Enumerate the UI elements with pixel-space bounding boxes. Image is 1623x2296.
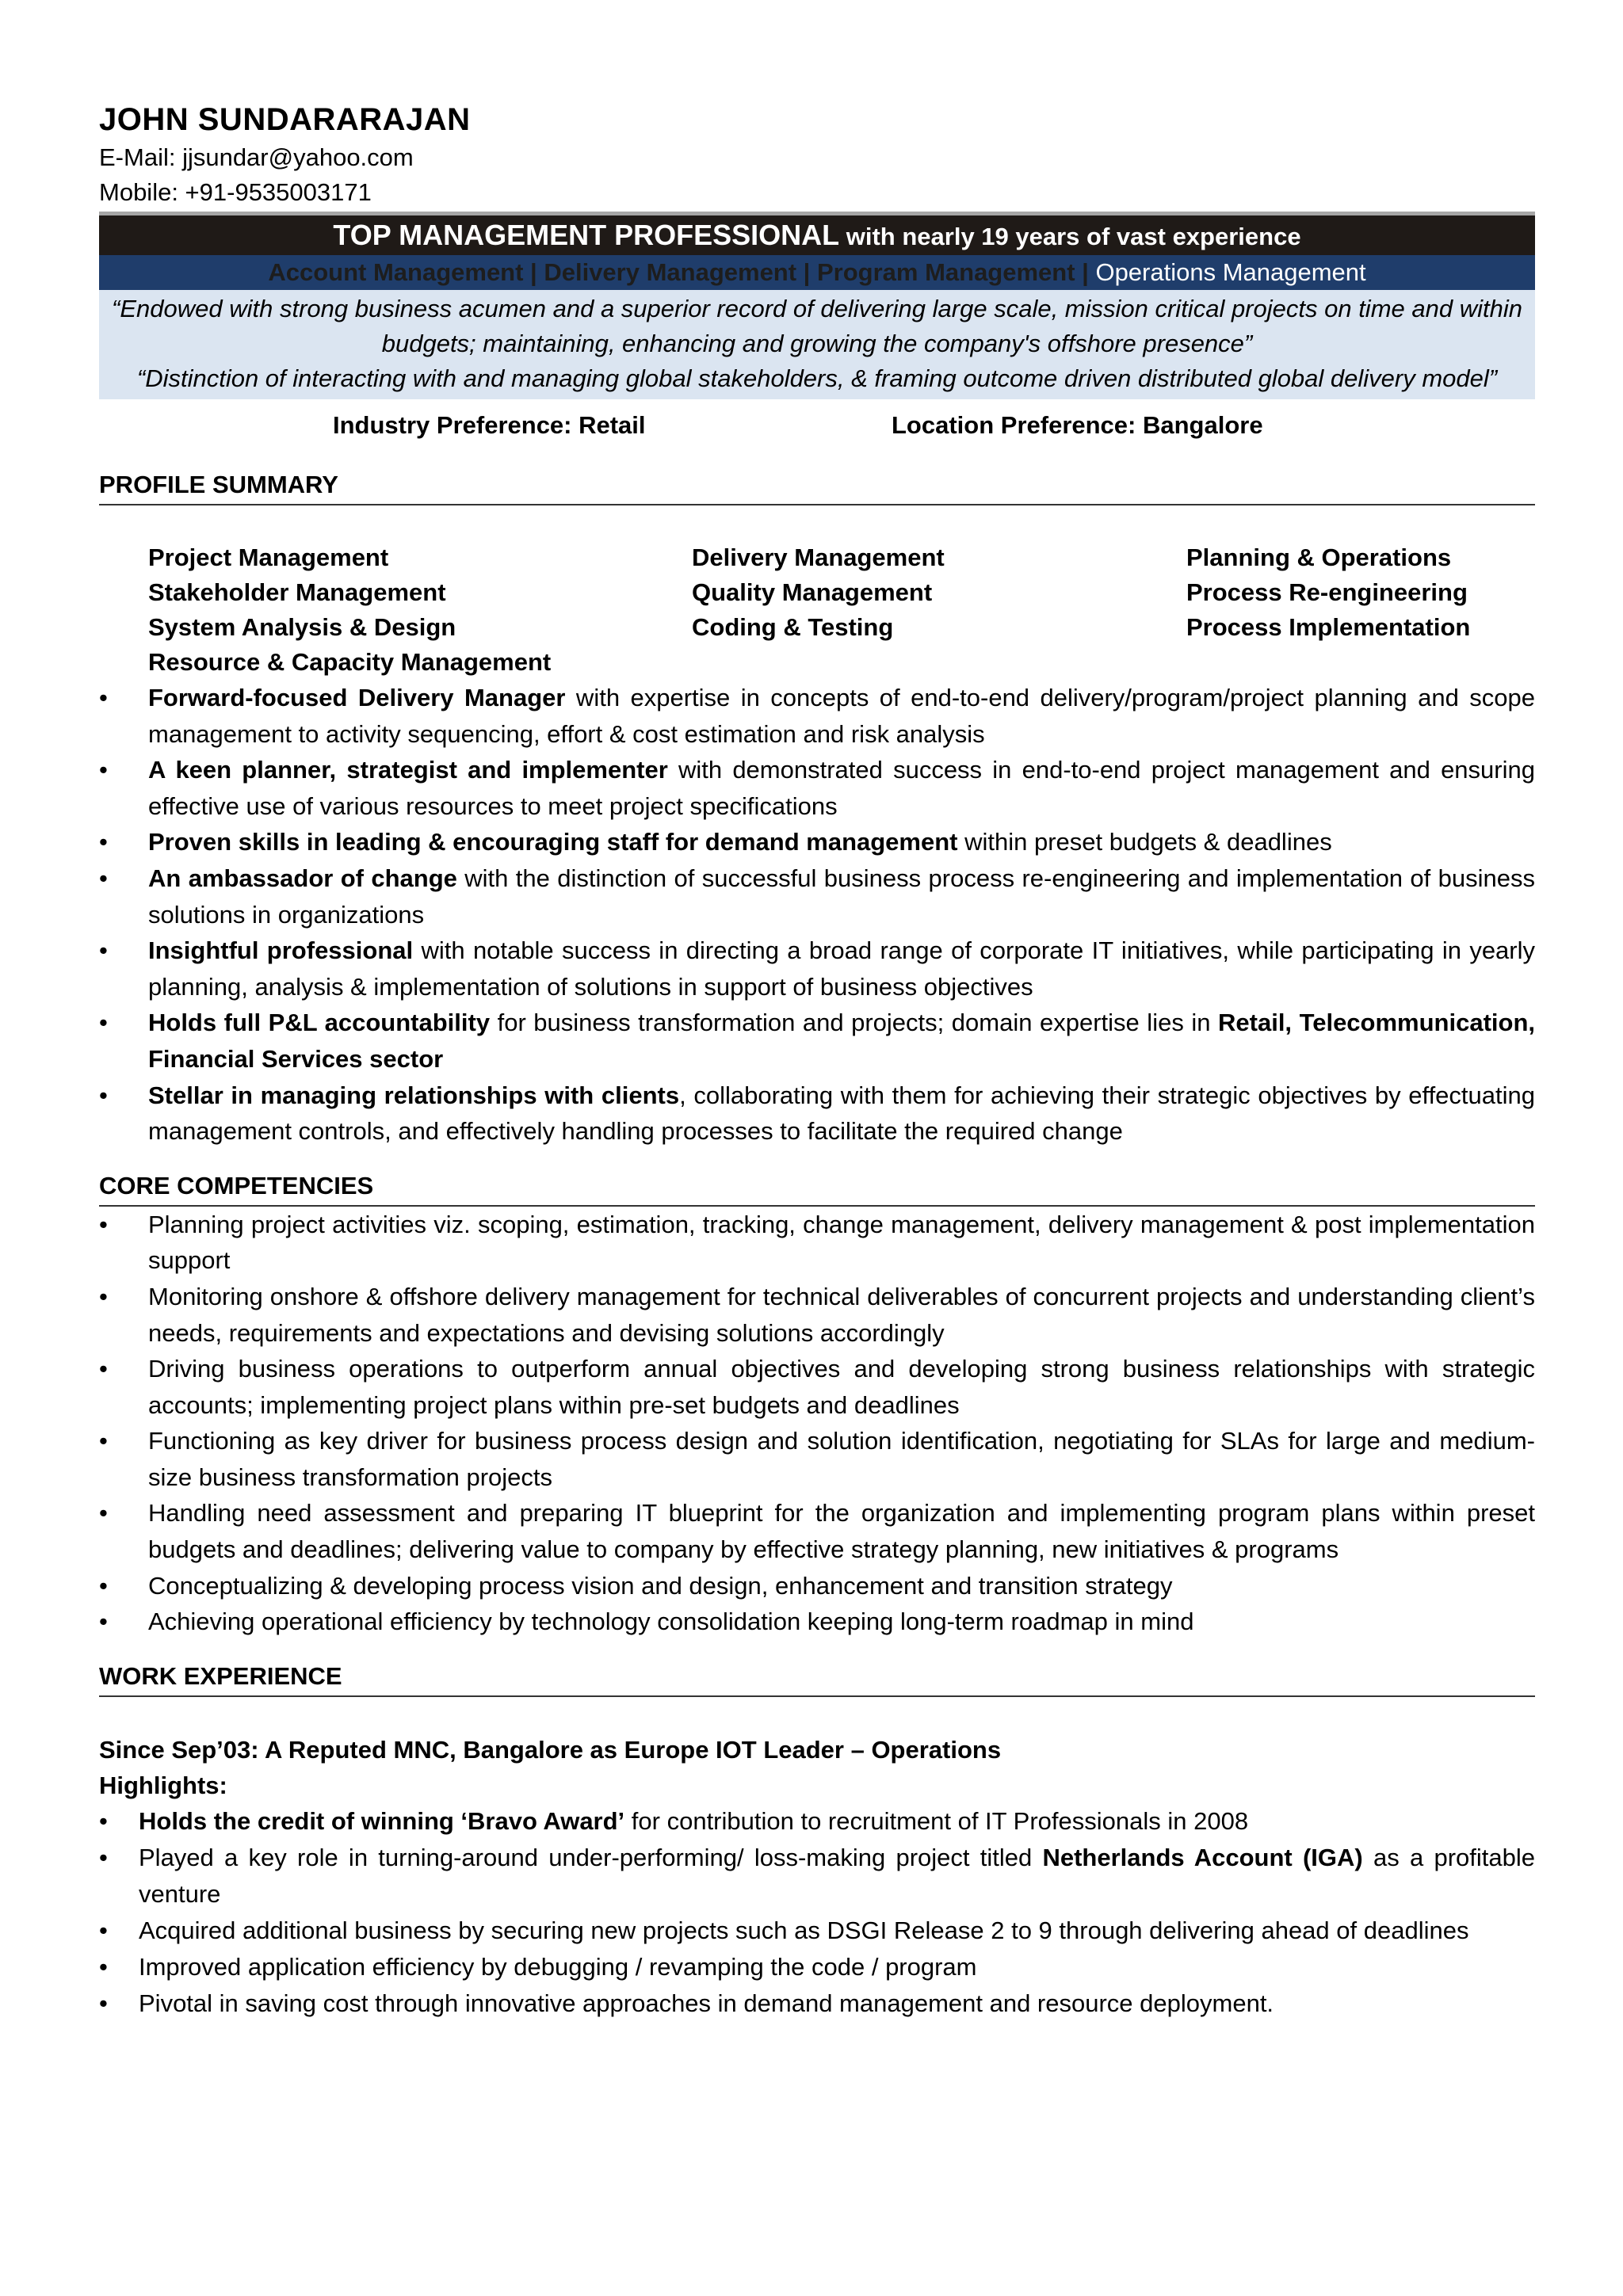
skill-item: Delivery Management bbox=[692, 543, 945, 571]
skill-item: Process Implementation bbox=[1186, 613, 1471, 641]
quote-2: “Distinction of interacting with and managing global stakeholders, & framing outcome driven distributed global delivery model” bbox=[136, 364, 1498, 392]
highlight-bullet: • Acquired additional business by securing new projects such as DSGI Release 2 to 9 through delivering ahead of deadlines bbox=[99, 1913, 1535, 1949]
candidate-name: JOHN SUNDARARAJAN bbox=[99, 102, 471, 137]
competency-bullet: • Driving business operations to outperform annual objectives and developing strong business relationships with strategic accounts; implementing project plans within pre-set budgets and deadlines bbox=[99, 1351, 1535, 1423]
summary-bullet: • An ambassador of change with the distinction of successful business process re-engineering and implementation of business solutions in organizations bbox=[99, 860, 1535, 933]
highlight-bullet: • Holds the credit of winning ‘Bravo Award’ for contribution to recruitment of IT Professionals in 2008 bbox=[99, 1803, 1535, 1840]
skill-item: Quality Management bbox=[692, 578, 933, 606]
competency-bullet: • Conceptualizing & developing process vision and design, enhancement and transition strategy bbox=[99, 1568, 1535, 1604]
competency-bullet: • Functioning as key driver for business process design and solution identification, negotiating for SLAs for large and medium-size business transformation projects bbox=[99, 1423, 1535, 1495]
highlight-bullet: • Pivotal in saving cost through innovative approaches in demand management and resource deployment. bbox=[99, 1985, 1535, 2022]
work-experience-heading: WORK EXPERIENCE bbox=[99, 1659, 1535, 1697]
skill-item: Process Re-engineering bbox=[1186, 578, 1468, 606]
summary-bullet: • Holds full P&L accountability for business transformation and projects; domain expertise lies in Retail, Telecommunication, Financial Services sector bbox=[99, 1005, 1535, 1077]
industry-preference: Industry Preference: Retail bbox=[333, 411, 646, 439]
summary-bullet: • Stellar in managing relationships with clients, collaborating with them for achieving their strategic objectives by effectuating management controls, and effectively handling processes to facilitate the required change bbox=[99, 1077, 1535, 1150]
skills-column-3 bbox=[1186, 540, 1519, 680]
summary-bullets bbox=[99, 680, 1535, 1150]
profile-summary-heading: PROFILE SUMMARY bbox=[99, 467, 1535, 505]
skills-column-2 bbox=[692, 540, 1186, 680]
skill-item: Coding & Testing bbox=[692, 613, 894, 641]
preferences-row bbox=[99, 399, 1535, 452]
competency-bullet: • Handling need assessment and preparing IT blueprint for the organization and implementing program plans within preset budgets and deadlines; delivering value to company by effective strategy planning, new initiatives & programs bbox=[99, 1495, 1535, 1567]
competency-bullet: • Achieving operational efficiency by technology consolidation keeping long-term roadmap in mind bbox=[99, 1604, 1535, 1640]
skills-column-1 bbox=[148, 540, 692, 680]
competency-bullets bbox=[99, 1207, 1535, 1640]
summary-bullet: • Insightful professional with notable success in directing a broad range of corporate IT initiatives, while participating in yearly planning, analysis & implementation of solutions in support of business objectives bbox=[99, 933, 1535, 1005]
resume-page bbox=[99, 99, 1535, 2022]
highlight-bullets bbox=[99, 1803, 1535, 2022]
location-preference: Location Preference: Bangalore bbox=[892, 411, 1263, 439]
mobile-line: Mobile: +91-9535003171 bbox=[99, 178, 372, 206]
title-main: TOP MANAGEMENT PROFESSIONAL bbox=[333, 219, 840, 251]
email-line: E-Mail: jjsundar@yahoo.com bbox=[99, 143, 414, 171]
competency-bullet: • Monitoring onshore & offshore delivery management for technical deliverables of concurrent projects and understanding client’s needs, requirements and expectations and devising solutions accordingly bbox=[99, 1279, 1535, 1351]
roles-highlight: Operations Management bbox=[1095, 258, 1366, 286]
competency-bullet: • Planning project activities viz. scoping, estimation, tracking, change management, delivery management & post implementation support bbox=[99, 1207, 1535, 1279]
summary-bullet: • Proven skills in leading & encouraging staff for demand management within preset budgets & deadlines bbox=[99, 824, 1535, 860]
core-competencies-heading: CORE COMPETENCIES bbox=[99, 1169, 1535, 1207]
title-rest: with nearly 19 years of vast experience bbox=[839, 223, 1301, 250]
skill-item: Resource & Capacity Management bbox=[148, 648, 552, 676]
skills-grid bbox=[99, 540, 1535, 680]
summary-bullet: • A keen planner, strategist and implementer with demonstrated success in end-to-end project management and ensuring effective use of various resources to meet project specifications bbox=[99, 752, 1535, 824]
quote-box bbox=[99, 290, 1535, 399]
quote-1: “Endowed with strong business acumen and a superior record of delivering large scale, mission critical projects on time and within budgets; maintaining, enhancing and growing the company's offshore presence” bbox=[112, 295, 1522, 357]
title-banner bbox=[99, 215, 1535, 255]
roles-banner bbox=[99, 255, 1535, 290]
skill-item: System Analysis & Design bbox=[148, 613, 456, 641]
skill-item: Stakeholder Management bbox=[148, 578, 446, 606]
highlight-bullet: • Improved application efficiency by debugging / revamping the code / program bbox=[99, 1949, 1535, 1985]
skill-item: Project Management bbox=[148, 543, 389, 571]
roles-text: Account Management | Delivery Management | Program Management | bbox=[268, 258, 1096, 286]
job-title: Since Sep’03: A Reputed MNC, Bangalore as Europe IOT Leader – Operations bbox=[99, 1735, 1002, 1764]
summary-bullet: • Forward-focused Delivery Manager with expertise in concepts of end-to-end delivery/program/project planning and scope management to activity sequencing, effort & cost estimation and risk analysis bbox=[99, 680, 1535, 752]
skill-item: Planning & Operations bbox=[1186, 543, 1452, 571]
highlight-bullet: • Played a key role in turning-around under-performing/ loss-making project titled Netherlands Account (IGA) as a profitable venture bbox=[99, 1840, 1535, 1913]
highlights-label: Highlights: bbox=[99, 1771, 227, 1799]
